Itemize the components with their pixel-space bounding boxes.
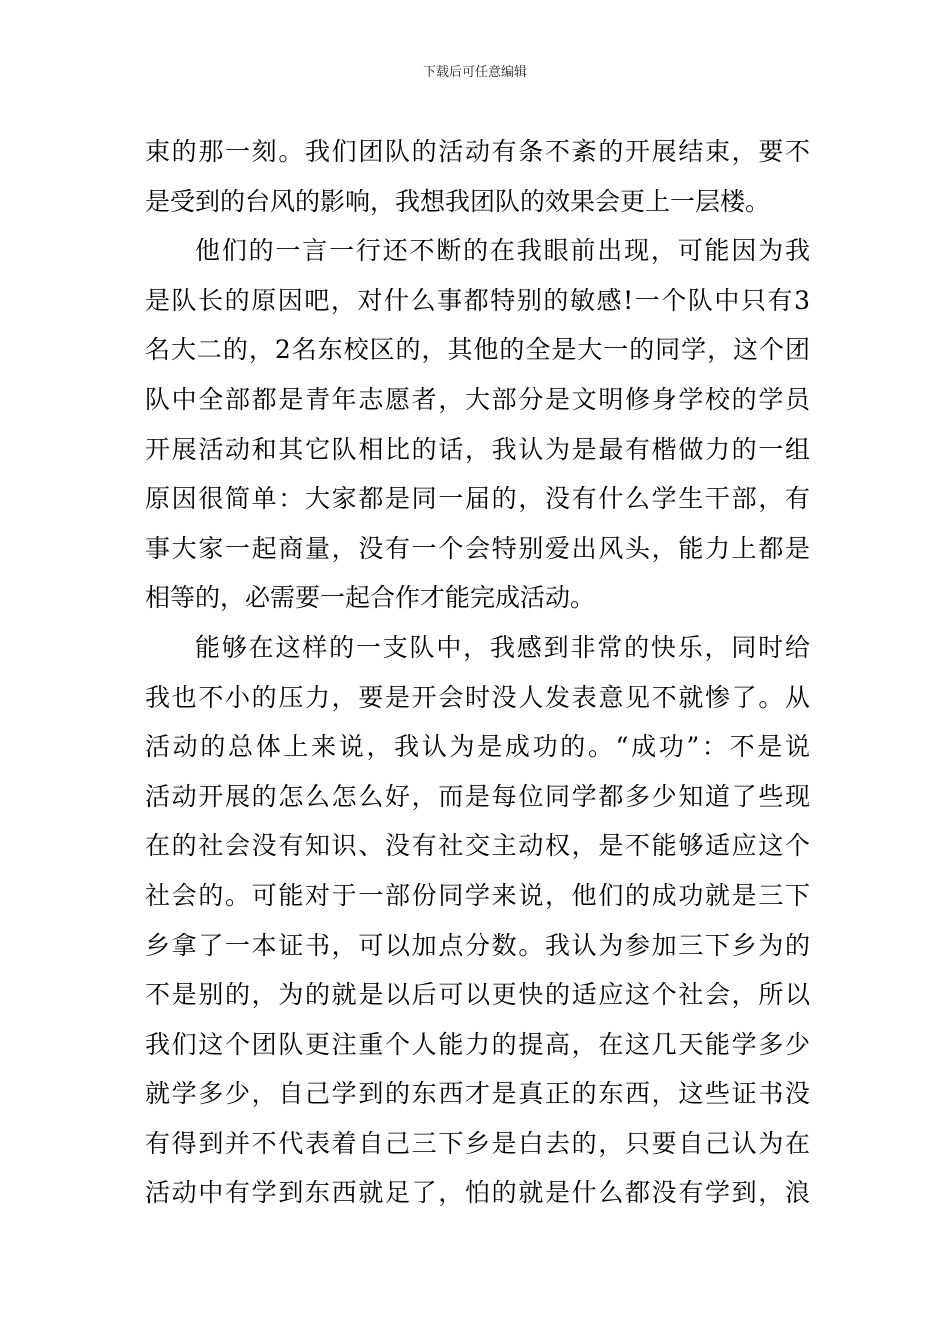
text-line: 社会的。可能对于一部份同学来说，他们的成功就是三下 [145,880,810,910]
text-line: 相等的，必需要一起合作才能完成活动。 [145,583,596,613]
text-line: 队中全部都是青年志愿者，大部分是文明修身学校的学员 [145,384,810,414]
text-line: 乡拿了一本证书，可以加点分数。我认为参加三下乡为的 [145,930,810,960]
text-line: 是受到的台风的影响，我想我团队的效果会更上一层楼。 [145,186,771,216]
text-line: 名大二的，2名东校区的，其他的全是大一的同学，这个团 [145,335,810,365]
text-line: 活动中有学到东西就足了，怕的就是什么都没有学到，浪 [145,1178,810,1208]
text-line: 束的那一刻。我们团队的活动有条不紊的开展结束，要不 [145,137,810,166]
text-line: 活动开展的怎么怎么好，而是每位同学都多少知道了些现 [145,781,810,811]
body-text [145,127,810,1218]
text-line: 是队长的原因吧，对什么事都特别的敏感!一个队中只有3 [145,285,810,315]
text-line: 活动的总体上来说，我认为是成功的。“成功”：不是说 [145,732,810,762]
text-line: 就学多少，自己学到的东西才是真正的东西，这些证书没 [145,1079,810,1109]
text-line: 开展活动和其它队相比的话，我认为是最有楷做力的一组 [145,434,810,464]
text-line: 有得到并不代表着自己三下乡是白去的，只要自己认为在 [145,1128,810,1158]
text-line: 在的社会没有知识、没有社交主动权，是不能够适应这个 [145,831,810,861]
text-line: 能够在这样的一支队中，我感到非常的快乐，同时给 [195,632,810,662]
text-line: 不是别的，为的就是以后可以更快的适应这个社会，所以 [145,980,810,1010]
text-line: 原因很简单：大家都是同一届的，没有什么学生干部，有 [145,484,810,514]
text-line: 我也不小的压力，要是开会时没人发表意见不就惨了。从 [145,682,810,712]
text-line: 事大家一起商量，没有一个会特别爱出风头，能力上都是 [145,533,810,563]
text-line: 我们这个团队更注重个人能力的提高，在这几天能学多少 [145,1029,810,1059]
text-line: 他们的一言一行还不断的在我眼前出现，可能因为我 [195,236,810,266]
page-header: 下载后可任意编辑 [422,65,527,80]
